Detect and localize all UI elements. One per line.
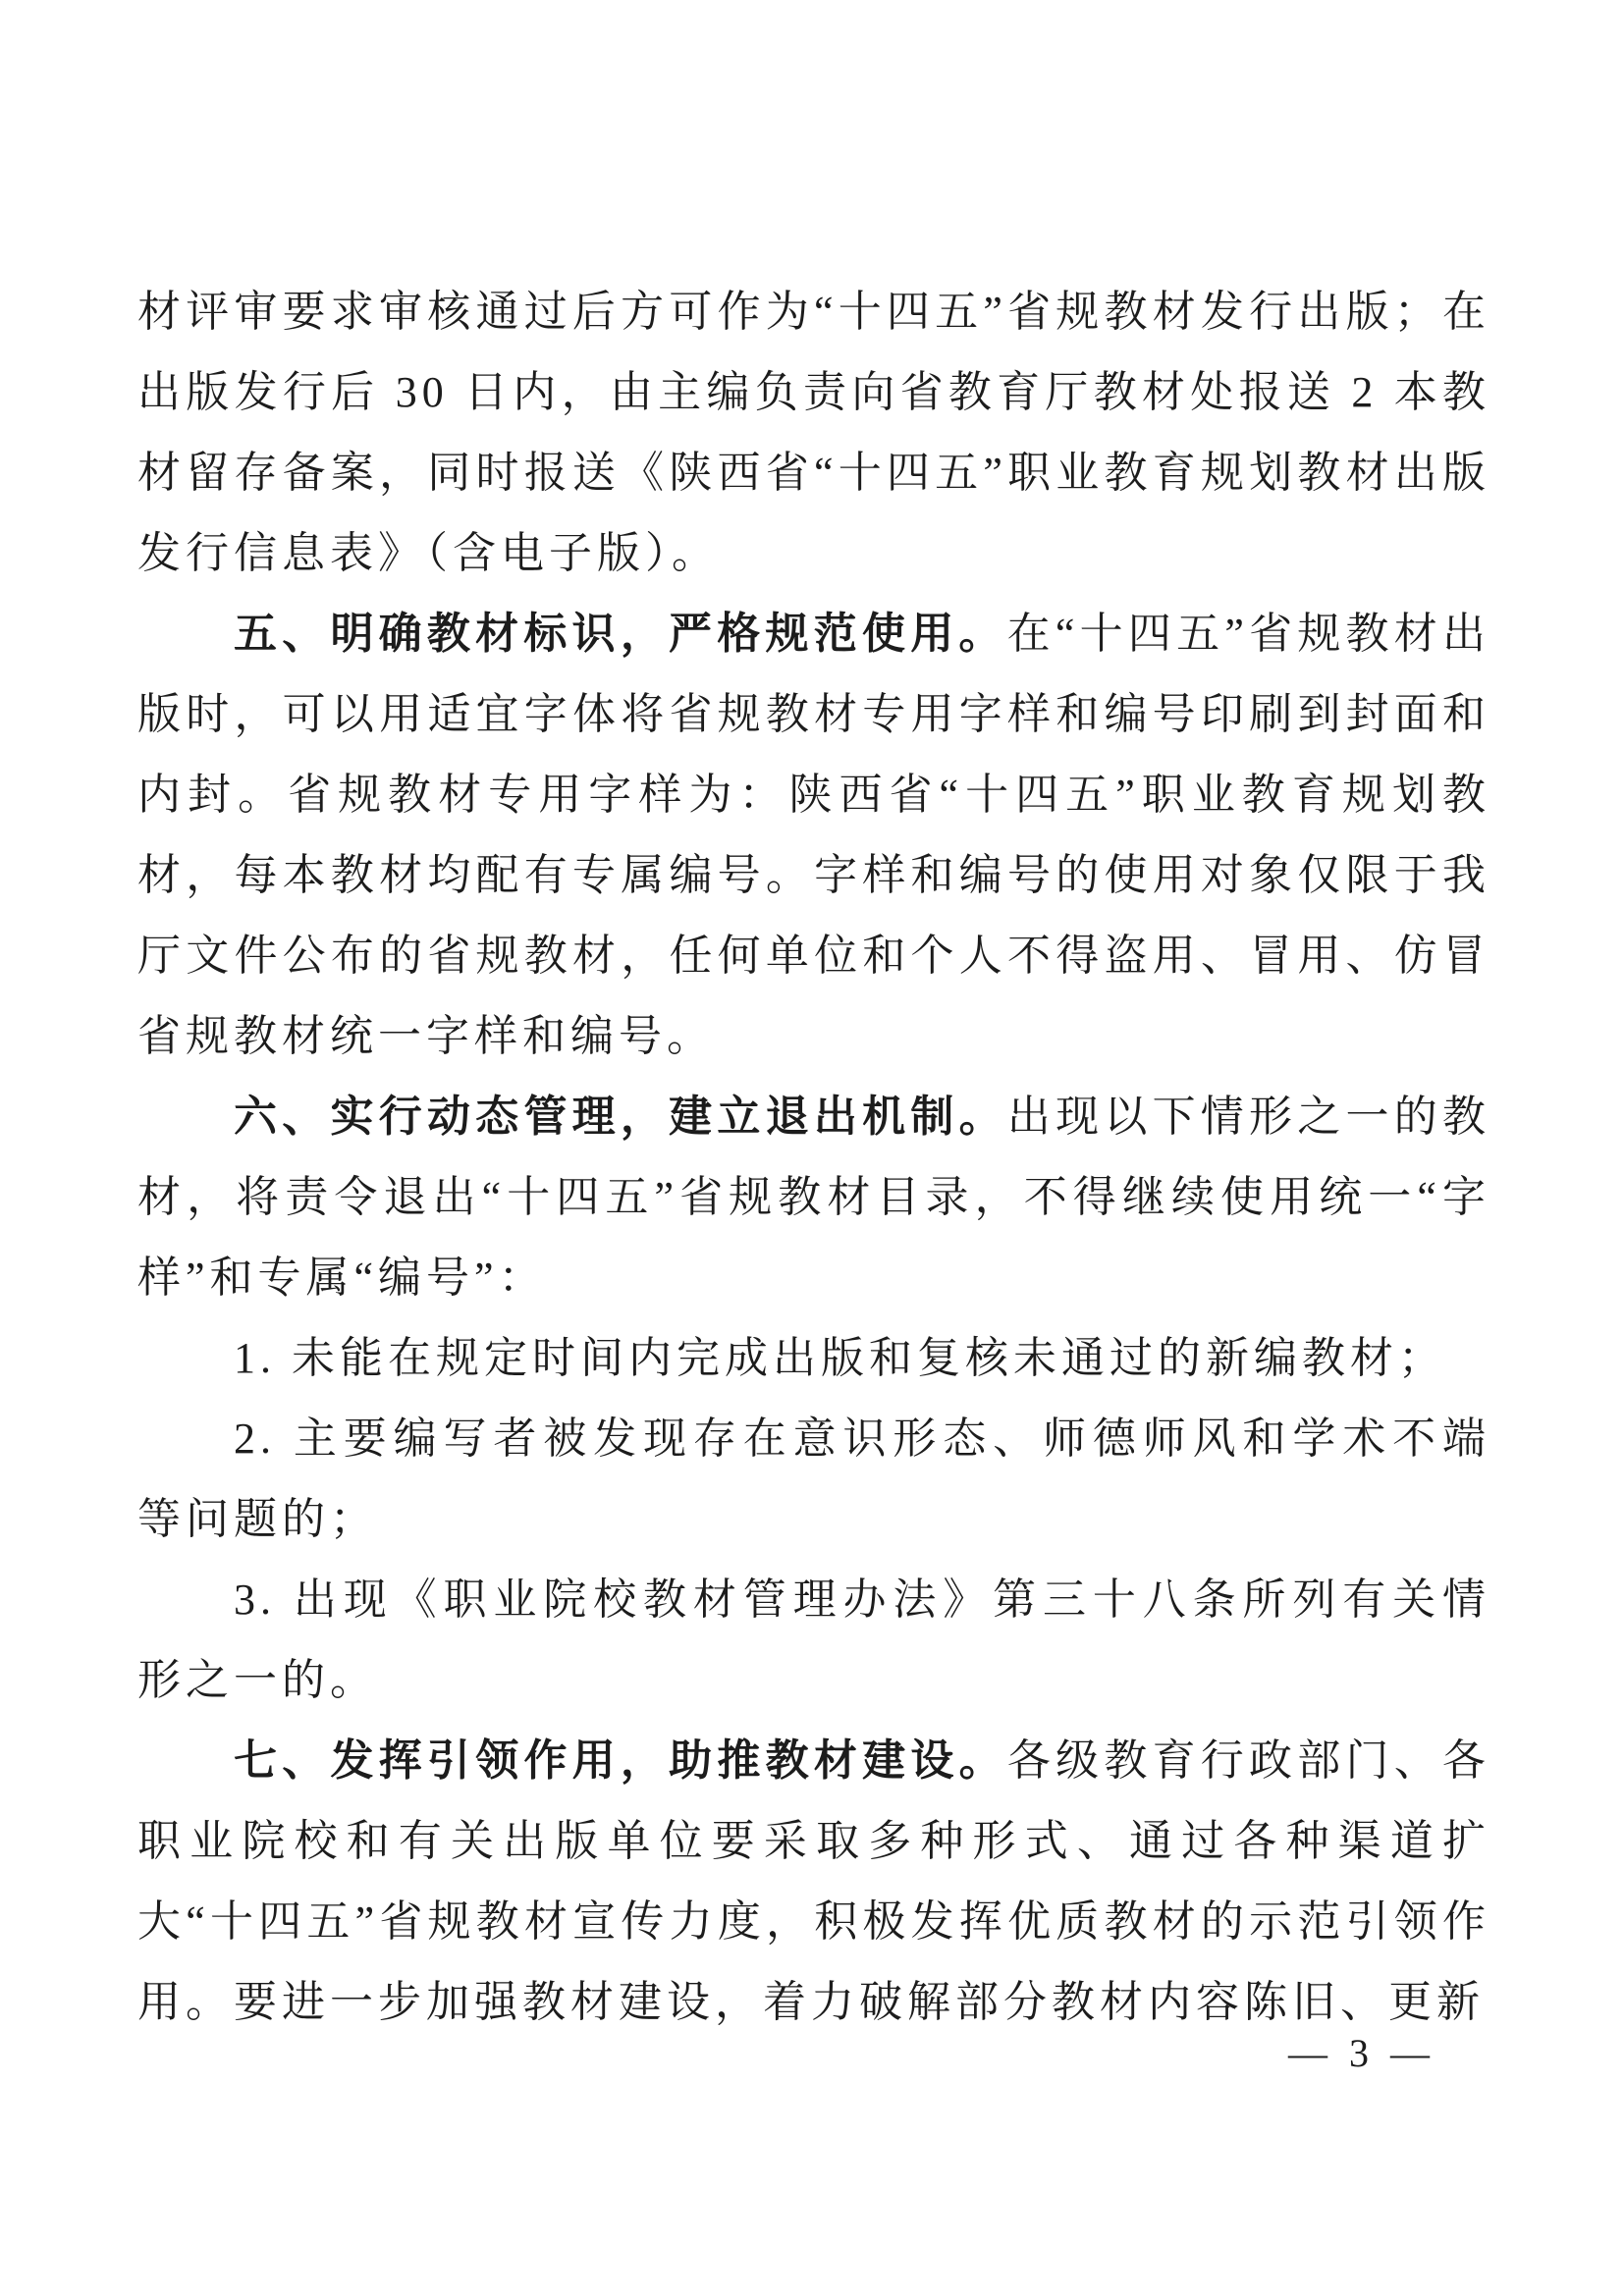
document-body <box>137 272 1490 2043</box>
section-heading-run: 七、发挥引领作用，助推教材建设。 <box>234 1736 1007 1785</box>
body-text-run: 1. 未能在规定时间内完成出版和复核未通过的新编教材； <box>234 1334 1446 1382</box>
para-section-6 <box>137 1077 1490 1318</box>
para-continuation <box>137 272 1490 594</box>
para-section-7 <box>137 1721 1490 2043</box>
body-text-run: 材评审要求审核通过后方可作为“十四五”省规教材发行出版；在出版发行后 30 日内，由主编负责向省教育厅教材处报送 2 本教材留存备案，同时报送《陕西省“十四五”职业教育规划教材出版发行信息表》（含电子版）。 <box>137 288 1490 577</box>
section-heading-run: 五、明确教材标识，严格规范使用。 <box>234 610 1007 658</box>
para-item-2 <box>137 1399 1490 1560</box>
section-heading-run: 六、实行动态管理，建立退出机制。 <box>234 1093 1007 1141</box>
para-section-5 <box>137 594 1490 1077</box>
body-text-run: 出现以下情形之一的教材，将责令退出“十四五”省规教材目录，不得继续使用统一“字样”和专属“编号”： <box>137 1093 1491 1302</box>
body-text-run: 3. 出现《职业院校教材管理办法》第三十八条所列有关情形之一的。 <box>137 1575 1490 1704</box>
body-text-run: 在“十四五”省规教材出版时，可以用适宜字体将省规教材专用字样和编号印刷到封面和内封。省规教材专用字样为：陕西省“十四五”职业教育规划教材，每本教材均配有专属编号。字样和编号的使用对象仅限于我厅文件公布的省规教材，任何单位和个人不得盗用、冒用、仿冒省规教材统一字样和编号。 <box>137 610 1490 1060</box>
page-number: — 3 — <box>1288 2031 1435 2075</box>
para-item-3 <box>137 1560 1490 1721</box>
body-text-run: 各级教育行政部门、各职业院校和有关出版单位要采取多种形式、通过各种渠道扩大“十四五”省规教材宣传力度，积极发挥优质教材的示范引领作用。要进一步加强教材建设，着力破解部分教材内容陈旧、更新 <box>137 1736 1491 2026</box>
body-text-run: 2. 主要编写者被发现存在意识形态、师德师风和学术不端等问题的； <box>137 1415 1490 1543</box>
para-item-1 <box>137 1318 1490 1399</box>
